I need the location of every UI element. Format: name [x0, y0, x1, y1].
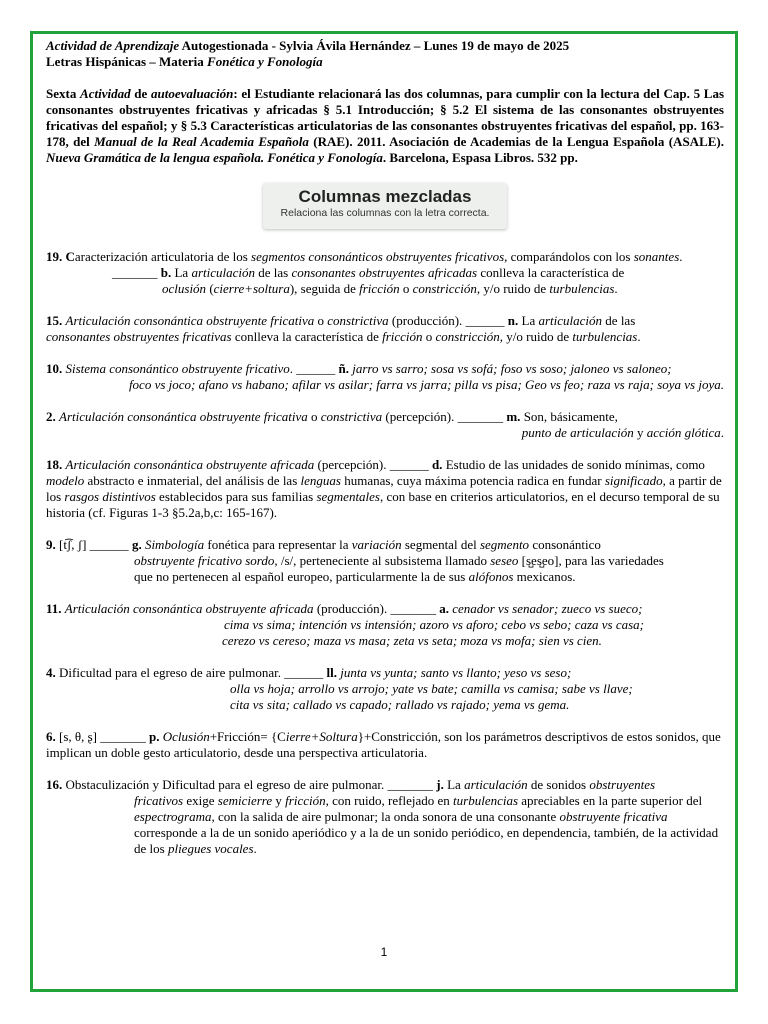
exercise-item-15: 15. Articulación consonántica obstruyente fricativa o constrictiva (producción). ______ n. La articulación de las consonantes obstruyentes fricativas conlleva la característica de fricción o constricción, y/o ruido de turbulencias.: [46, 313, 641, 344]
banner-title: Columnas mezcladas: [298, 187, 472, 206]
answer-blank[interactable]: (producción). ______: [388, 313, 508, 328]
activity-instructions: Sexta Actividad de autoevaluación: el Estudiante relacionará las dos columnas, para cumplir con la lectura del Cap. 5 Las consonantes obstruyentes fricativas y africadas § 5.1 Introducción; § 5.2 El sistema de las consonantes obstruyentes fricativas del español; y § 5.3 Características articulatorias de las consonantes obstruyentes fricativas del español, pp. 163-178, del Manual de la Real Academia Española (RAE). 2011. Asociación de Academias de la Lengua Española (ASALE). Nueva Gramática de la lengua española. Fonética y Fonología. Barcelona, Espasa Libros. 532 pp.: [46, 86, 725, 165]
exercise-item-19: 19. Caracterización articulatoria de los segmentos consonánticos obstruyentes fricativos, comparándolos con los sonantes. _______ b. La articulación de las consonantes obstruyentes africadas conlleva la característica de oclusión (cierre+soltura), seguida de fricción o constricción, y/o ruido de turbulencias.: [46, 249, 683, 296]
banner-subtitle: Relaciona las columnas con la letra correcta.: [280, 207, 490, 219]
answer-blank[interactable]: (producción). _______: [313, 601, 440, 616]
exercise-item-11: 11. Articulación consonántica obstruyente africada (producción). _______ a. cenador vs senador; zueco vs sueco; cima vs sima; intención vs intensión; azoro vs aforo; cebo vs sebo; caza vs casa; cerezo vs cereso; maza vs masa; zeta vs seta; moza vs mofa; sien vs cien.: [46, 601, 645, 648]
document-body: [46, 38, 724, 857]
exercise-item-16: 16. Obstaculización y Dificultad para el egreso de aire pulmonar. _______ j. La articulación de sonidos obstruyentes fricativos exige semicierre y fricción, con ruido, reflejado en turbulencias apreciables en la parte superior del espectrograma, con la salida de aire pulmonar; la onda sonora de una consonante obstruyente fricativa corresponde a la de un sonido aperiódico y a la de un sonido periódico, en dependencia, también, de la actividad de los pliegues vocales.: [46, 777, 719, 856]
banner-container: [46, 183, 724, 229]
answer-blank[interactable]: (percepción). ______: [314, 457, 432, 472]
exercise-item-10: 10. Sistema consonántico obstruyente fricativo. ______ ñ. jarro vs sarro; sosa vs sofá; foso vs soso; jaloneo vs saloneo; foco vs joco; afano vs habano; afilar vs asilar; farra vs jarra; pilla vs pisa; Geo vs feo; raza vs raja; soya vs joya.: [46, 361, 724, 392]
exercise-item-4: 4. Dificultad para el egreso de aire pulmonar. ______ ll. junta vs yunta; santo vs llanto; yeso vs seso; olla vs hoja; arrollo vs arrojo; yate vs bate; camilla vs camisa; sabe vs llave; cita vs sita; callado vs capado; rallado vs rajado; yema vs gema.: [46, 665, 633, 712]
header-line-2: Letras Hispánicas – Materia Fonética y Fonología: [46, 54, 323, 69]
answer-blank[interactable]: _______: [112, 265, 161, 280]
exercise-item-18: 18. Articulación consonántica obstruyente africada (percepción). ______ d. Estudio de las unidades de sonido mínimas, como modelo abstracto e inmaterial, del análisis de las lenguas humanas, cuya máxima potencia radica en fundar significado, a partir de los rasgos distintivos establecidos para sus familias segmentales, con base en criterios articulatorios, en el decurso temporal de su historia (cf. Figuras 1-3 §5.2a,b,c: 165-167).: [46, 457, 722, 520]
header-line-1: Actividad de Aprendizaje Autogestionada - Sylvia Ávila Hernández – Lunes 19 de mayo de 2025: [46, 38, 570, 53]
answer-blank[interactable]: Obstaculización y Dificultad para el egreso de aire pulmonar. _______: [65, 777, 437, 792]
answer-blank[interactable]: [t͡ʃ, ʃ] ______: [59, 537, 132, 552]
exercise-item-9: 9. [t͡ʃ, ʃ] ______ g. Simbología fonética para representar la variación segmental del segmento consonántico obstruyente fricativo sordo, /s/, perteneciente al subsistema llamado seseo [s̺es̺eo], para las variedades que no pertenecen al español europeo, particularmente la de sus alófonos mexicanos.: [46, 537, 664, 584]
answer-blank[interactable]: . ______: [289, 361, 339, 376]
page-number: 1: [380, 945, 388, 959]
exercise-item-6: 6. [s, θ, ʂ] _______ p. Oclusión+Fricción= {Cierre+Soltura}+Constricción, son los parámetros descriptivos de estos sonidos, que implican un doble gesto articulatorio, desde una perspectiva articulatoria.: [46, 729, 721, 760]
answer-blank[interactable]: (percepción). _______: [382, 409, 507, 424]
mixed-columns-banner: [263, 183, 507, 229]
answer-blank[interactable]: [s, θ, ʂ] _______: [59, 729, 150, 744]
exercise-item-2: 2. Articulación consonántica obstruyente fricativa o constrictiva (percepción). _______ m. Son, básicamente, punto de articulación y acción glótica.: [46, 409, 724, 440]
answer-blank[interactable]: Dificultad para el egreso de aire pulmonar. ______: [59, 665, 327, 680]
